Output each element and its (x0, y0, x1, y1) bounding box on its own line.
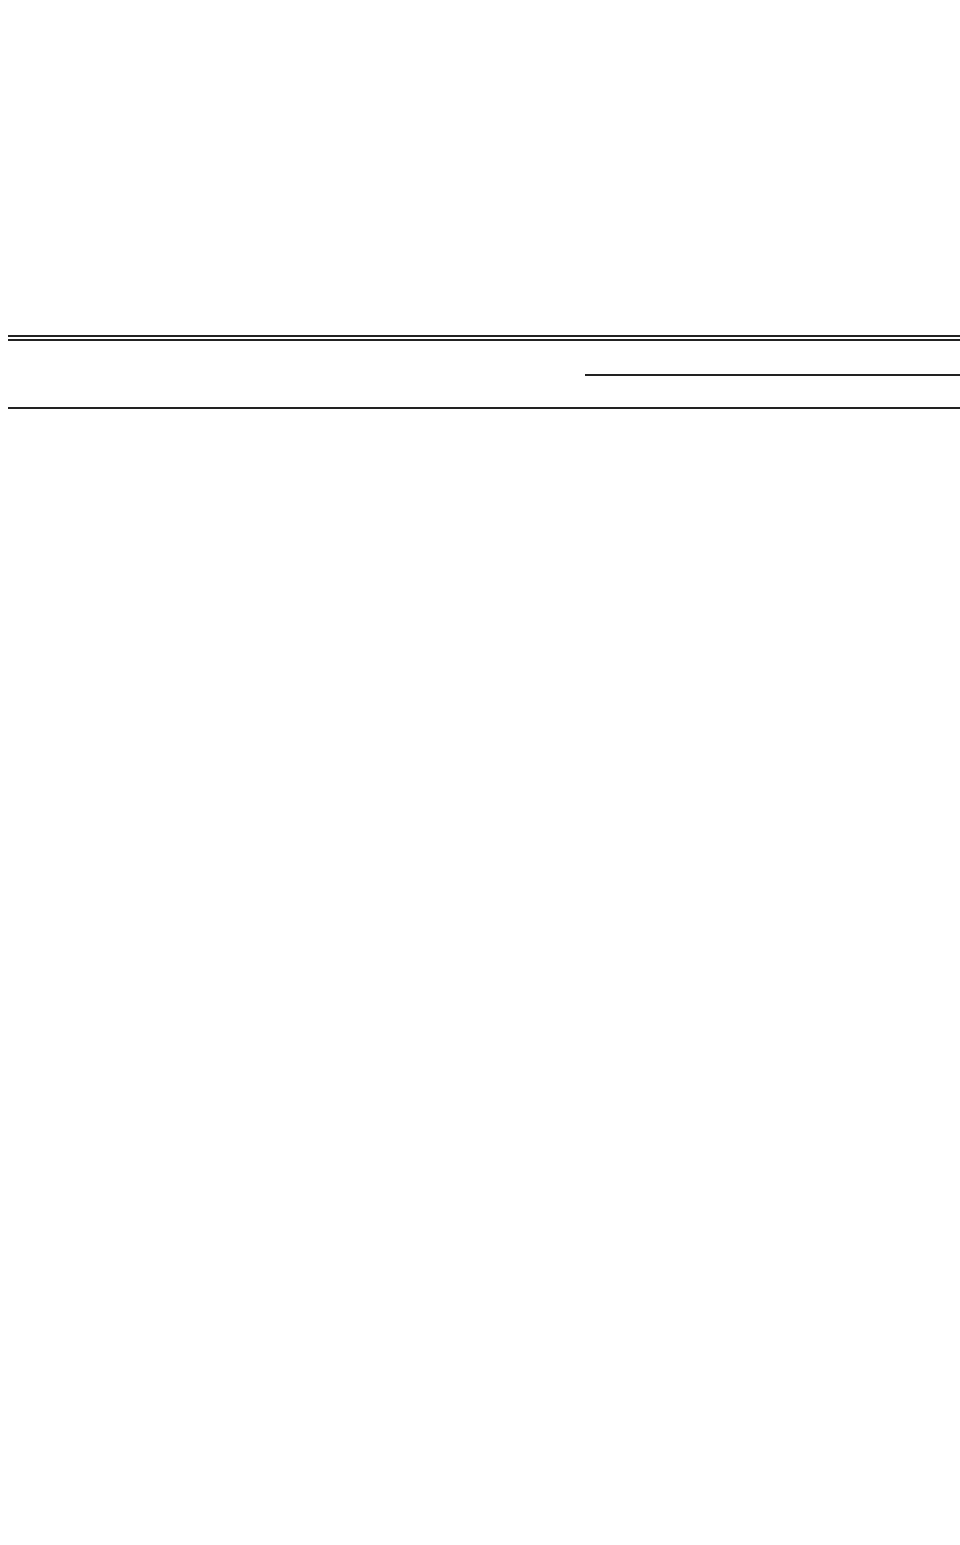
table-top-rule-2 (8, 339, 960, 341)
table-header-rule (8, 407, 960, 409)
table-top-rule (8, 335, 960, 337)
rater-rule (585, 374, 960, 376)
